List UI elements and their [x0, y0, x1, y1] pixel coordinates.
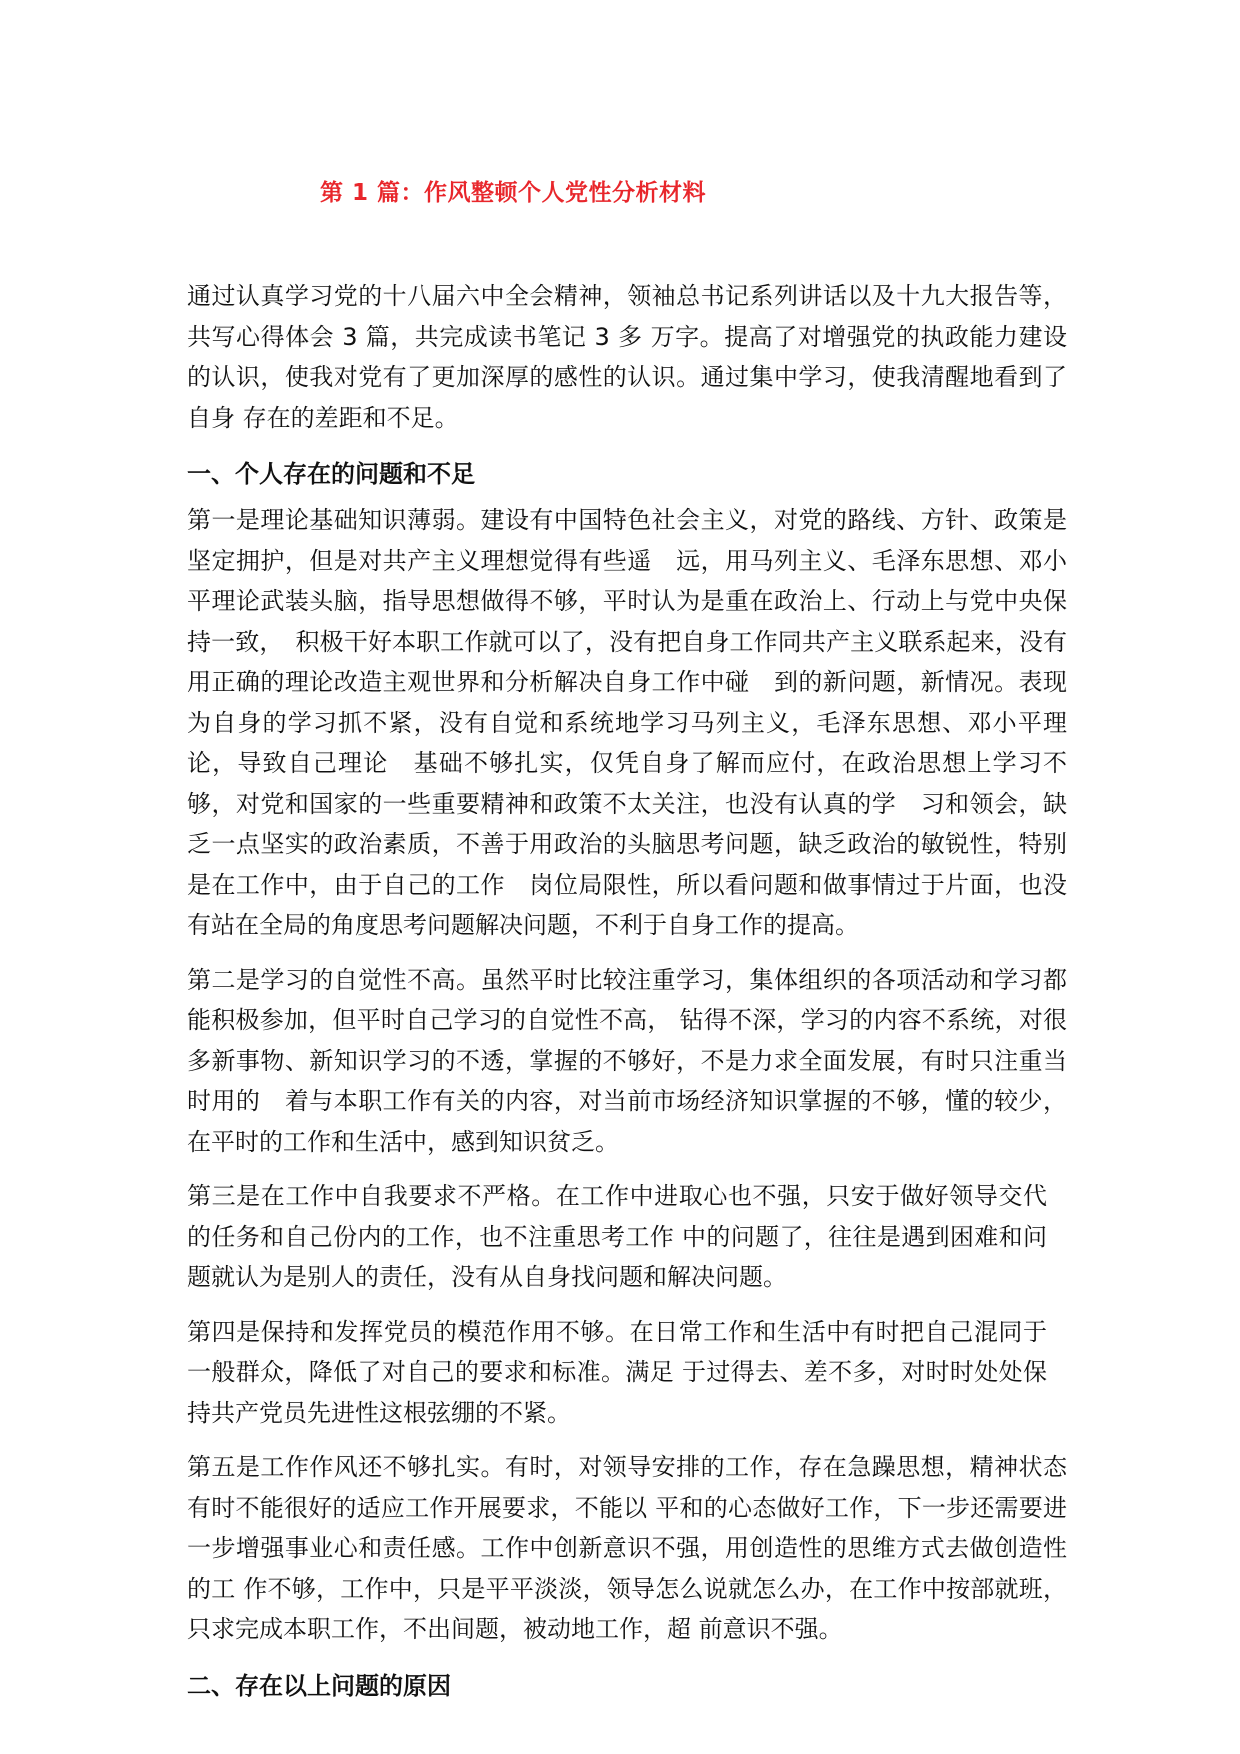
document-body	[187, 276, 1067, 1712]
intro-paragraph: 通过认真学习党的十八届六中全会精神，领袖总书记系列讲话以及十九大报告等，共写心得体会 3 篇，共完成读书笔记 3 多 万字。提高了对增强党的执政能力建设的认识，使我对党有了更加深厚的感性的认识。通过集中学习，使我清醒地看到了自身 存在的差距和不足。	[187, 282, 1067, 432]
paragraph-4: 第四是保持和发挥党员的模范作用不够。在日常工作和生活中有时把自己混同于一般群众，降低了对自己的要求和标准。满足 于过得去、差不多，对时时处处保持共产党员先进性这根弦绷的不紧。	[187, 1317, 1047, 1427]
section-heading-1: 一、个人存在的问题和不足	[187, 460, 475, 488]
paragraph-5: 第五是工作作风还不够扎实。有时，对领导安排的工作，存在急躁思想，精神状态有时不能很好的适应工作开展要求，不能以 平和的心态做好工作，下一步还需要进一步增强事业心和责任感。工作中创新意识不强，用创造性的思维方式去做创造性的工 作不够，工作中，只是平平淡淡，领导怎么说就怎么办，在工作中按部就班，只求完成本职工作，不出间题，被动地工作，超 前意识不强。	[187, 1453, 1067, 1643]
document-title: 第 1 篇：作风整顿个人党性分析材料	[320, 180, 707, 206]
paragraph-2: 第二是学习的自觉性不高。虽然平时比较注重学习，集体组织的各项活动和学习都能积极参加，但平时自己学习的自觉性不高， 钻得不深，学习的内容不系统，对很多新事物、新知识学习的不透，掌握的不够好，不是力求全面发展，有时只注重当时用的 着与本职工作有关的内容，对当前市场经济知识掌握的不够，懂的较少，在平时的工作和生活中，感到知识贫乏。	[187, 965, 1067, 1156]
paragraph-1: 第一是理论基础知识薄弱。建设有中国特色社会主义，对党的路线、方针、政策是坚定拥护，但是对共产主义理想觉得有些遥 远，用马列主义、毛泽东思想、邓小平理论武装头脑，指导思想做得不够，平时认为是重在政治上、行动上与党中央保持一致， 积极干好本职工作就可以了，没有把自身工作同共产主义联系起来，没有用正确的理论改造主观世界和分析解决自身工作中碰 到的新问题，新情况。表现为自身的学习抓不紧，没有自觉和系统地学习马列主义，毛泽东思想、邓小平理论，导致自己理论 基础不够扎实，仅凭自身了解而应付，在政治思想上学习不够，对党和国家的一些重要精神和政策不太关注，也没有认真的学 习和领会，缺乏一点坚实的政治素质，不善于用政治的头脑思考问题，缺乏政治的敏锐性，特别是在工作中，由于自己的工作 岗位局限性，所以看问题和做事情过于片面，也没有站在全局的角度思考问题解决问题，不利于自身工作的提高。	[187, 506, 1067, 939]
section-heading-2: 二、存在以上问题的原因	[187, 1671, 451, 1700]
paragraph-3: 第三是在工作中自我要求不严格。在工作中进取心也不强，只安于做好领导交代的任务和自己份内的工作，也不注重思考工作 中的问题了，往往是遇到困难和问题就认为是别人的责任，没有从自身找问题和解决问题。	[187, 1182, 1047, 1291]
